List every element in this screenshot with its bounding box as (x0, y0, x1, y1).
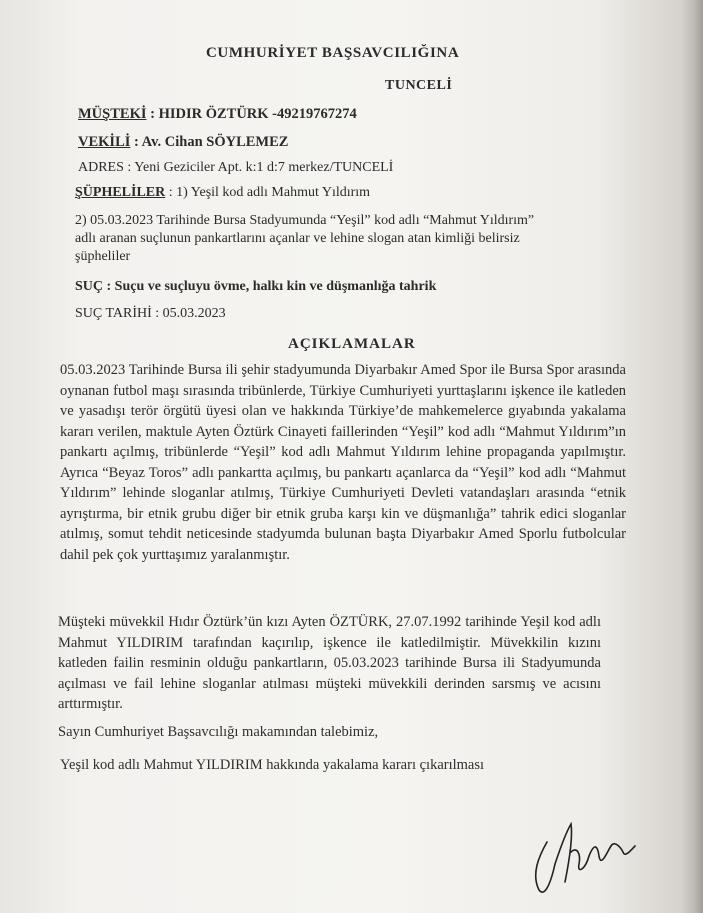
attorney-line (78, 134, 288, 151)
crime-date-line: SUÇ TARİHİ : 05.03.2023 (75, 306, 226, 321)
complainant-label: MÜŞTEKİ (78, 106, 147, 122)
complainant-line (78, 106, 357, 123)
suspects-value: : 1) Yeşil kod adlı Mahmut Yıldırım (168, 185, 371, 200)
addressee-office: CUMHURİYET BAŞSAVCILIĞINA (206, 45, 460, 61)
complainant-value: : HIDIR ÖZTÜRK -49219767274 (150, 106, 357, 122)
explanation-paragraph-1: 05.03.2023 Tarihinde Bursa ili şehir stadyumunda Diyarbakır Amed Spor ile Bursa Spor arasında oynanan futbol maşı sırasında tribünlerde, Türkiye Cumhuriyeti yurttaşlarını işkence ile katleden ve yasadışı terör örgütü üyesi olan ve hakkında Türkiye’de mahkemelerce gıyabında yakalama kararı verilen, maktule Ayten Öztürk Cinayeti faillerinden “Yeşil” kod adlı “Mahmut Yıldırım”ın pankartı açılmış, tribünlerde “Yeşil” kod adlı Mahmut Yıldırım lehine propaganda yapılmıştır. Ayrıca “Beyaz Toros” adlı pankartta açılmış, bu pankartı açanlarca da “Yeşil” kod adlı “Mahmut Yıldırım” lehinde sloganlar atılmış, Türkiye Cumhuriyeti Devleti vatandaşları arasında “etnik ayrıştırma, bir etnik grubu diğer bir etnik gruba karşı kin ve düşmanlığa” tahrik edici sloganlar atılmış, somut tehdit neticesinde stadyumda bulunan başta Diyarbakır Amed Sporlu futbolcular dahil pek çok yurttaşımız yaralanmıştır. (60, 362, 626, 563)
handwritten-signature (525, 812, 645, 902)
attorney-value: : Av. Cihan SÖYLEMEZ (134, 134, 289, 150)
suspects-second: 2) 05.03.2023 Tarihinde Bursa Stadyumunda “Yeşil” kod adlı “Mahmut Yıldırım” adlı aranan suçlunun pankartlarını açanlar ve lehine slogan atan kimliği belirsiz şüpheliler (75, 213, 535, 264)
crime-line: SUÇ : Suçu ve suçluyu övme, halkı kin ve düşmanlığa tahrik (75, 279, 437, 294)
request-intro: Sayın Cumhuriyet Başsavcılığı makamından talebimiz, (58, 724, 379, 740)
attorney-label: VEKİLİ (78, 134, 131, 150)
addressee-city: TUNCELİ (385, 78, 453, 93)
suspects-label: ŞÜPHELİLER (75, 185, 166, 200)
suspects-line (75, 185, 370, 201)
section-title: AÇIKLAMALAR (288, 336, 416, 352)
explanation-paragraph-2: Müşteki müvekkil Hıdır Öztürk’ün kızı Ayten ÖZTÜRK, 27.07.1992 tarihinde Yeşil kod adlı Mahmut YILDIRIM tarafından kaçırılıp, işkence ile katledilmiştir. Müvekkilin kızını katleden failin resminin olduğu pankartların, 05.03.2023 tarihinde Bursa ili Stadyumunda açılması ve fail lehine sloganlar atılması müşteki müvekkili derinden sarsmış ve acısını arttırmıştır. (58, 614, 601, 712)
page-edge-shadow (681, 0, 703, 913)
request-item: Yeşil kod adlı Mahmut YILDIRIM hakkında yakalama kararı çıkarılması (60, 757, 485, 773)
address-line: ADRES : Yeni Geziciler Apt. k:1 d:7 merkez/TUNCELİ (78, 160, 394, 175)
